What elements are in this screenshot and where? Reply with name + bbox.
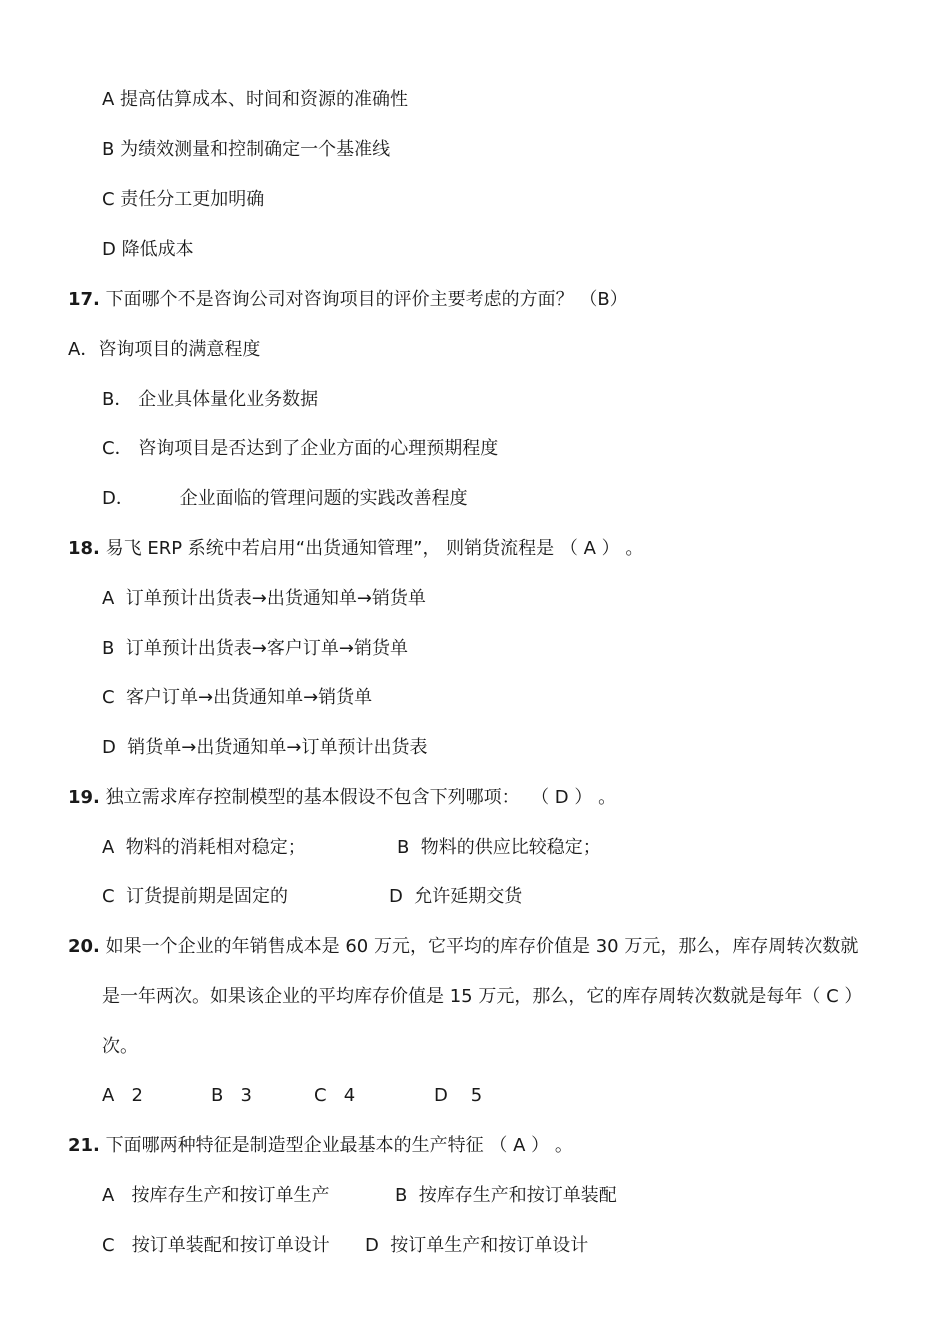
question-text: 下面哪两种特征是制造型企业最基本的生产特征 （ A ） 。: [105, 1135, 573, 1156]
question-20: [68, 935, 858, 959]
q16-option-d: D 降低成本: [102, 239, 194, 260]
question-21: [68, 1134, 573, 1158]
q20-option-b: B 3: [211, 1085, 252, 1106]
q16-option-b: B 为绩效测量和控制确定一个基准线: [102, 139, 391, 160]
q19-option-b: B 物料的供应比较稳定；: [397, 837, 601, 858]
question-number: 21.: [68, 1135, 100, 1156]
question-text-line-3: 次。: [102, 1036, 138, 1057]
question-text: 独立需求库存控制模型的基本假设不包含下列哪项： （ D ） 。: [105, 787, 617, 808]
q17-option-d: D． 企业面临的管理问题的实践改善程度: [102, 488, 468, 509]
question-number: 19.: [68, 787, 100, 808]
question-18: [68, 537, 643, 561]
q20-option-c: C 4: [314, 1085, 356, 1106]
q21-option-a: A 按库存生产和按订单生产: [102, 1185, 330, 1206]
q19-option-c: C 订货提前期是固定的: [102, 886, 289, 907]
question-text-line-1: 如果一个企业的年销售成本是 60 万元，它平均的库存价值是 30 万元，那么，库存周转次数就: [105, 936, 859, 957]
q21-option-b: B 按库存生产和按订单装配: [395, 1185, 617, 1206]
question-19: [68, 786, 616, 810]
q18-option-b: B 订单预计出货表→客户订单→销货单: [102, 638, 408, 659]
question-number: 18.: [68, 538, 100, 559]
q19-option-d: D 允许延期交货: [389, 886, 523, 907]
q17-option-c: C． 咨询项目是否达到了企业方面的心理预期程度: [102, 438, 499, 459]
q16-option-c: C 责任分工更加明确: [102, 189, 265, 210]
question-text: 下面哪个不是咨询公司对咨询项目的评价主要考虑的方面？ （B）: [105, 289, 628, 310]
q21-option-c: C 按订单装配和按订单设计: [102, 1235, 330, 1256]
question-number: 20.: [68, 936, 100, 957]
q20-option-a: A 2: [102, 1085, 143, 1106]
question-text: 易飞 ERP 系统中若启用“出货通知管理”， 则销货流程是 （ A ） 。: [105, 538, 644, 559]
q21-option-d: D 按订单生产和按订单设计: [365, 1235, 589, 1256]
question-17: [68, 288, 628, 312]
q18-option-a: A 订单预计出货表→出货通知单→销货单: [102, 588, 426, 609]
q16-option-a: A 提高估算成本、时间和资源的准确性: [102, 89, 409, 110]
q18-option-d: D 销货单→出货通知单→订单预计出货表: [102, 737, 428, 758]
question-text-line-2: 是一年两次。如果该企业的平均库存价值是 15 万元，那么，它的库存周转次数就是每年（ C ）: [102, 986, 863, 1007]
q19-option-a: A 物料的消耗相对稳定；: [102, 837, 306, 858]
question-number: 17.: [68, 289, 100, 310]
q20-option-d: D 5: [434, 1085, 483, 1106]
q17-option-a: A．咨询项目的满意程度: [68, 339, 261, 360]
q18-option-c: C 客户订单→出货通知单→销货单: [102, 687, 373, 708]
q17-option-b: B． 企业具体量化业务数据: [102, 389, 319, 410]
